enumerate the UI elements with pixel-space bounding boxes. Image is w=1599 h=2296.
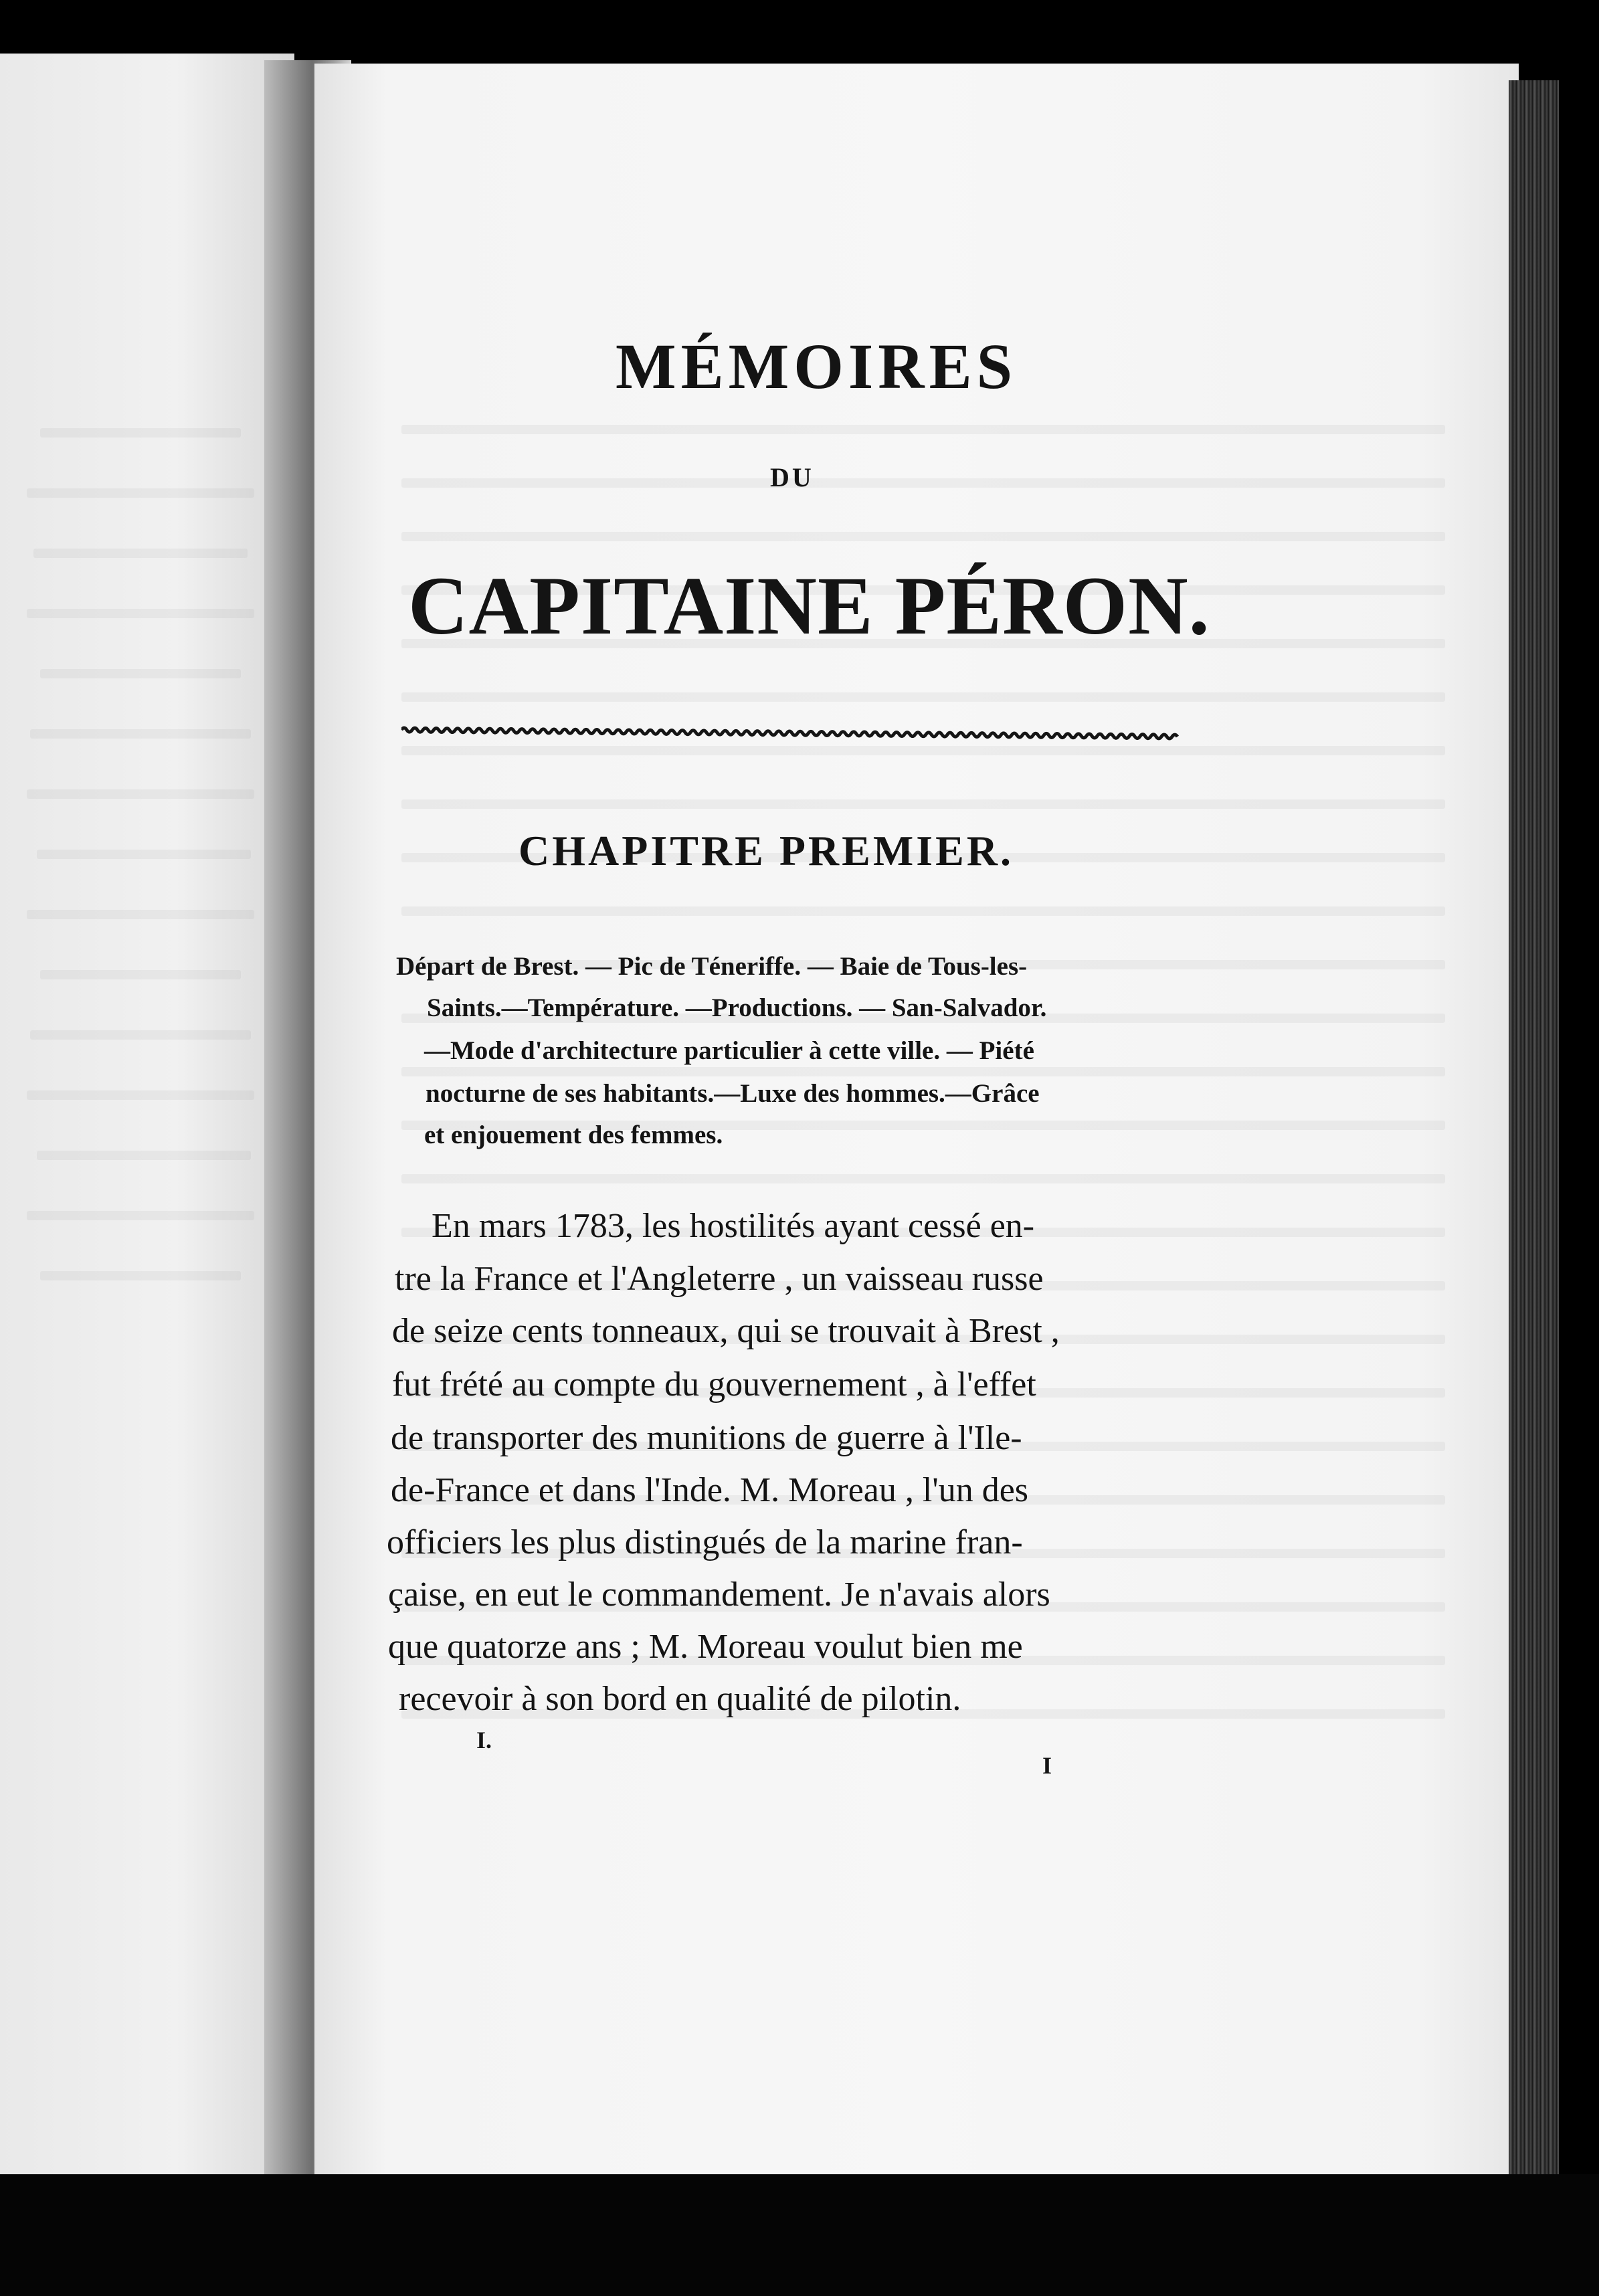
body-line: de transporter des munitions de guerre à l'Ile- [391,1419,1022,1457]
title-memoires: MÉMOIRES [616,330,1018,402]
body-line: recevoir à son bord en qualité de pilotin. [399,1680,961,1718]
body-line: de-France et dans l'Inde. M. Moreau , l'un des [391,1471,1029,1509]
summary-line: nocturne de ses habitants.—Luxe des hommes.—Grâce [426,1079,1040,1108]
left-page [0,54,294,2181]
body-line: En mars 1783, les hostilités ayant cessé en- [432,1207,1035,1245]
title-du: DU [770,462,814,492]
summary-line: Départ de Brest. — Pic de Téneriffe. — Baie de Tous-les- [396,952,1028,981]
body-line: de seize cents tonneaux, qui se trouvait à Brest , [392,1312,1060,1350]
summary-line: Saints.—Température. —Productions. — San-Salvador. [427,993,1047,1022]
body-line: tre la France et l'Angleterre , un vaisseau russe [395,1260,1044,1298]
summary-line: et enjouement des femmes. [424,1121,723,1149]
body-line: officiers les plus distingués de la marine fran- [387,1523,1023,1561]
scan-bottom-border [0,2174,1599,2296]
body-line: çaise, en eut le commandement. Je n'avais alors [388,1575,1050,1614]
chapter-heading: CHAPITRE PREMIER. [519,827,1014,874]
page-number: I [1042,1752,1052,1779]
body-line: fut frété au compte du gouvernement , à l'effet [392,1365,1036,1404]
title-capitaine-peron: CAPITAINE PÉRON. [408,560,1210,652]
summary-line: —Mode d'architecture particulier à cette ville. — Piété [424,1036,1034,1065]
signature-mark: I. [476,1727,492,1753]
body-line: que quatorze ans ; M. Moreau voulut bien me [388,1628,1023,1666]
book-page-edges [1509,80,1559,2201]
